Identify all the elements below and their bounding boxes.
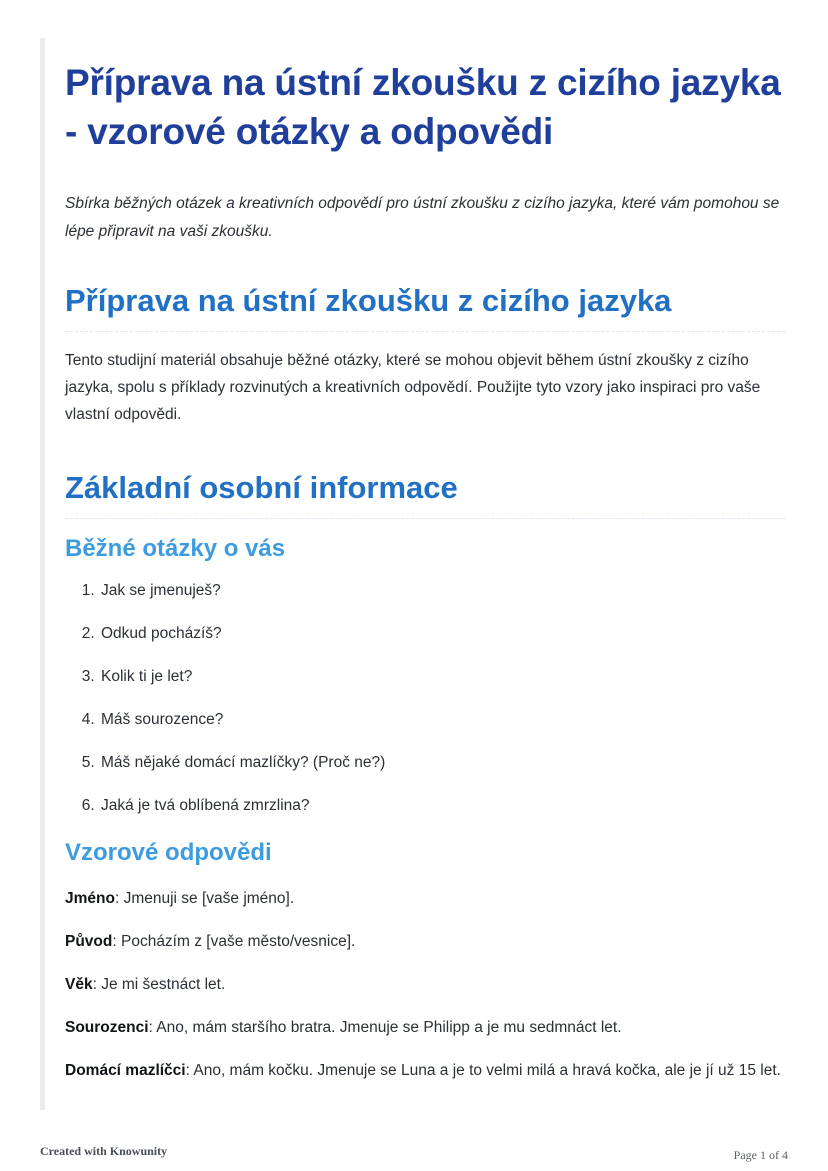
answers-list (65, 885, 785, 1084)
answer-text: : Jmenuji se [vaše jméno]. (114, 890, 295, 907)
answer-text: : Pocházím z [vaše město/vesnice]. (112, 933, 356, 950)
page-title: Příprava na ústní zkoušku z cizího jazyka - vzorové otázky a odpovědi (65, 62, 781, 152)
answer-label: Věk (65, 976, 93, 993)
section-heading-personal-info: Základní osobní informace (65, 468, 785, 519)
answer-label: Jméno (65, 890, 115, 907)
answer-pets (65, 1057, 785, 1084)
list-item: 1. Jak se jmenuješ? (99, 580, 785, 602)
list-item: 2. Odkud pocházíš? (99, 623, 785, 645)
answer-text: : Ano, mám staršího bratra. Jmenuje se Philipp a je mu sedmnáct let. (148, 1019, 622, 1036)
section-paragraph: Tento studijní materiál obsahuje běžné otázky, které se mohou objevit během ústní zkoušky z cizího jazyka, spolu s příklady rozvinutých a kreativních odpovědí. Použijte tyto vzory jako inspiraci pro vaše vlastní odpovědi. (65, 352, 761, 423)
answer-origin (65, 928, 785, 955)
subheading-common-questions: Běžné otázky o vás (65, 535, 286, 562)
footer-page-number: Page 1 of 4 (733, 1148, 788, 1162)
subheading-sample-answers: Vzorové odpovědi (65, 839, 272, 866)
left-accent-bar (40, 38, 45, 1110)
list-item: 4. Máš sourozence? (99, 709, 785, 731)
footer-created-with: Created with Knowunity (40, 1144, 168, 1158)
questions-list (65, 580, 785, 817)
answer-text: : Je mi šestnáct let. (92, 976, 226, 993)
answer-name (65, 885, 785, 912)
section-heading-preparation: Příprava na ústní zkoušku z cizího jazyka (65, 281, 785, 332)
answer-age (65, 971, 785, 998)
answer-text: : Ano, mám kočku. Jmenuje se Luna a je to velmi milá a hravá kočka, ale je jí už 15 let. (185, 1062, 781, 1079)
answer-label: Původ (65, 933, 113, 950)
list-item: 3. Kolik ti je let? (99, 666, 785, 688)
answer-siblings (65, 1014, 785, 1041)
answer-label: Domácí mazlíčci (65, 1062, 186, 1079)
list-item: 5. Máš nějaké domácí mazlíčky? (Proč ne?) (99, 752, 785, 774)
list-item: 6. Jaká je tvá oblíbená zmrzlina? (99, 795, 785, 817)
answer-label: Sourozenci (65, 1019, 149, 1036)
document-content (65, 58, 785, 1100)
intro-text: Sbírka běžných otázek a kreativních odpovědí pro ústní zkoušku z cizího jazyka, které vám pomohou se lépe připravit na vaši zkoušku. (65, 195, 780, 240)
